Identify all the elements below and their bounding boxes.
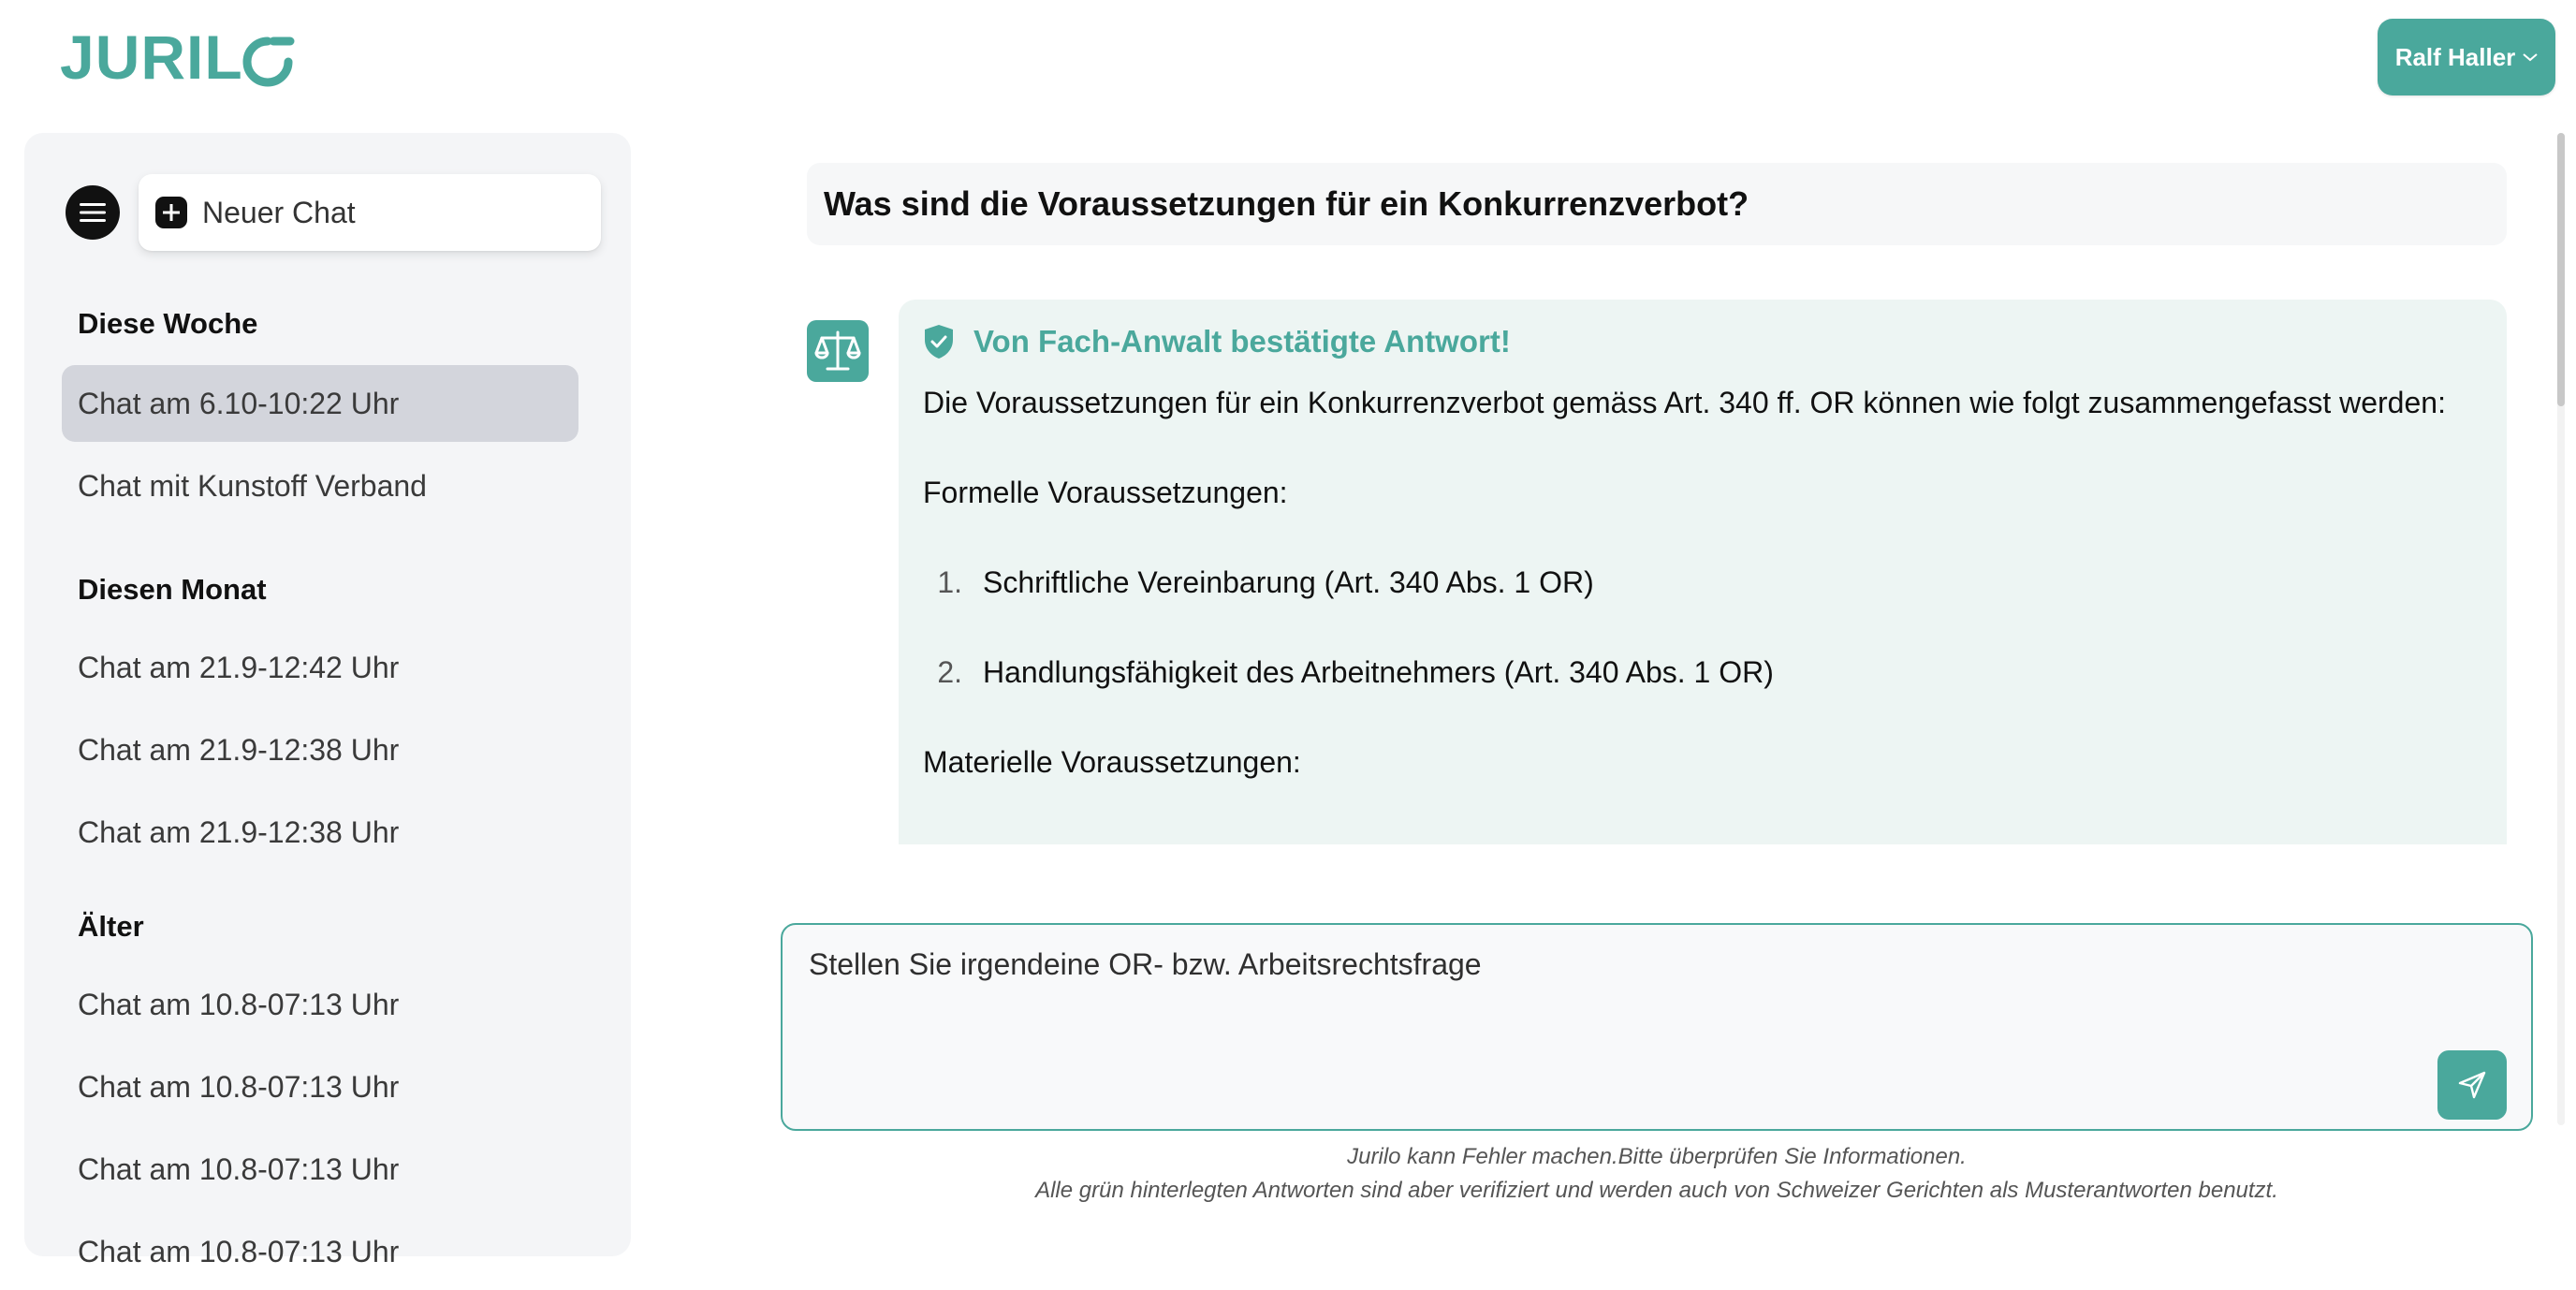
user-name: Ralf Haller (2394, 42, 2516, 71)
scales-of-justice-icon (814, 330, 861, 373)
bot-avatar (807, 320, 869, 382)
list-item (923, 565, 1594, 600)
verified-badge (923, 324, 1511, 359)
chat-scrollbar[interactable] (2557, 133, 2565, 1125)
verified-label: Von Fach-Anwalt bestätigte Antwort! (973, 324, 1511, 359)
chat-history-item[interactable]: Chat mit Kunstoff Verband (78, 468, 427, 503)
scrollbar-thumb[interactable] (2557, 133, 2565, 406)
logo-wordmark (60, 22, 296, 92)
user-question: Was sind die Voraussetzungen für ein Konkurrenzverbot? (807, 163, 2507, 245)
chat-history-item[interactable]: Chat am 10.8-07:13 Uhr (78, 987, 400, 1021)
list-item (923, 655, 1774, 690)
section-title-this-week: Diese Woche (78, 307, 258, 340)
disclaimer-line-2: Alle grün hinterlegten Antworten sind aber verifiziert und werden auch von Schweizer Gerichten als Musterantworten benutzt. (1035, 1178, 2278, 1203)
formal-heading: Formelle Voraussetzungen: (923, 476, 1288, 509)
chat-history-item[interactable]: Chat am 21.9-12:42 Uhr (78, 650, 400, 684)
hamburger-menu-icon (80, 202, 106, 223)
chat-history-item[interactable]: Chat am 10.8-07:13 Uhr (78, 1234, 400, 1268)
jurilo-logo[interactable] (60, 22, 296, 92)
disclaimer-line-1: Jurilo kann Fehler machen.Bitte überprüfen Sie Informationen. (1347, 1144, 1967, 1169)
question-input-box (781, 923, 2533, 1131)
send-icon (2457, 1070, 2487, 1100)
section-title-this-month: Diesen Monat (78, 573, 267, 606)
list-text: Handlungsfähigkeit des Arbeitnehmers (Art. 340 Abs. 1 OR) (983, 655, 1774, 689)
chat-history-item[interactable]: Chat am 6.10-10:22 Uhr (62, 365, 578, 442)
send-button[interactable] (2437, 1050, 2507, 1120)
section-title-older: Älter (78, 910, 144, 943)
list-number: 2. (937, 655, 962, 689)
material-heading: Materielle Voraussetzungen: (923, 745, 1301, 779)
chat-history-item[interactable]: Chat am 21.9-12:38 Uhr (78, 814, 400, 849)
answer-intro: Die Voraussetzungen für ein Konkurrenzverbot gemäss Art. 340 ff. OR können wie folgt zusammengefasst werden: (923, 386, 2446, 419)
svg-text:JURIL: JURIL (60, 22, 243, 92)
list-number: 1. (937, 565, 962, 599)
sidebar (24, 133, 631, 1268)
bot-answer (899, 300, 2507, 844)
shield-check-icon (923, 324, 955, 359)
chat-history-item[interactable]: Chat am 10.8-07:13 Uhr (78, 1151, 400, 1186)
chat-history-item[interactable]: Chat am 10.8-07:13 Uhr (78, 1069, 400, 1104)
new-chat-label: Neuer Chat (202, 195, 356, 229)
user-menu-button[interactable] (2378, 19, 2555, 95)
new-chat-button[interactable] (139, 174, 601, 251)
question-input[interactable] (809, 946, 2400, 1086)
plus-square-icon (155, 197, 187, 228)
chevron-down-icon (2523, 52, 2538, 62)
menu-toggle-button[interactable] (66, 185, 120, 240)
list-text: Schriftliche Vereinbarung (Art. 340 Abs. 1 OR) (983, 565, 1594, 599)
chat-history-item[interactable]: Chat am 21.9-12:38 Uhr (78, 732, 400, 767)
